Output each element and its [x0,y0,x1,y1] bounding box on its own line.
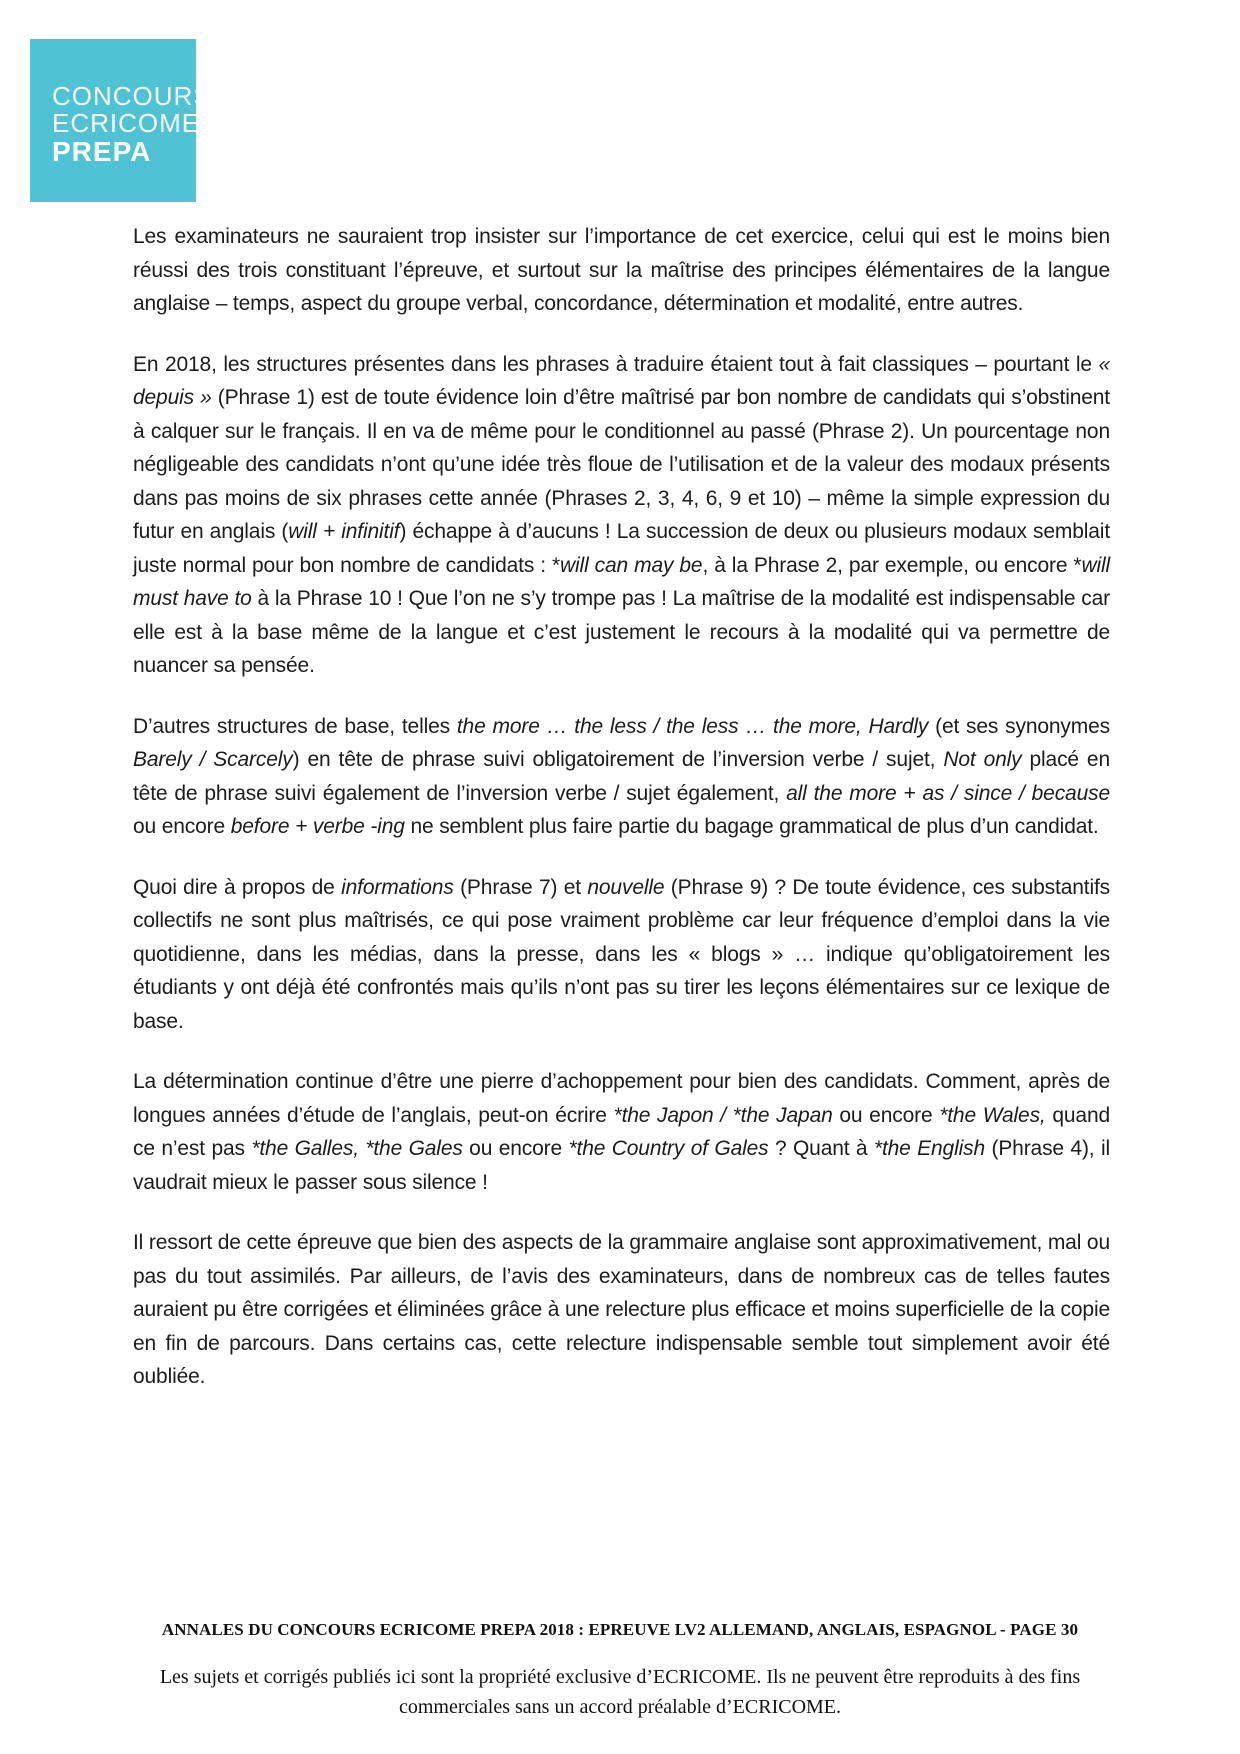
body-paragraph-4: Quoi dire à propos de informations (Phrase 7) et nouvelle (Phrase 9) ? De toute évidence, ces substantifs collectifs ne sont plus maîtrisés, ce qui pose vraiment problème car leur fréquence d’emploi dans la vie quotidienne, dans les médias, dans la presse, dans les « blogs » … indique qu’obligatoirement les étudiants y ont déjà été confrontés mais qu’ils n’ont pas su tirer les leçons élémentaires sur ce lexique de base. [133,875,1111,1033]
document-body [133,220,1110,1421]
body-paragraph-2: En 2018, les structures présentes dans les phrases à traduire étaient tout à fait classiques – pourtant le « depuis » (Phrase 1) est de toute évidence loin d’être maîtrisé par bon nombre de candidats qui s’obstinent à calquer sur le français. Il en va de même pour le conditionnel au passé (Phrase 2). Un pourcentage non négligeable des candidats n’ont qu’une idée très floue de l’utilisation et de la valeur des modaux présents dans pas moins de six phrases cette année (Phrases 2, 3, 4, 6, 9 et 10) – même la simple expression du futur en anglais (will + infinitif) échappe à d’aucuns ! La succession de deux ou plusieurs modaux semblait juste normal pour bon nombre de candidats : *will can may be, à la Phrase 2, par exemple, ou encore *will must have to à la Phrase 10 ! Que l’on ne s’y trompe pas ! La maîtrise de la modalité est indispensable car elle est à la base même de la langue et c’est justement le recours à la modalité qui va permettre de nuancer sa pensée. [133,352,1111,677]
ecricome-prepa-logo [30,39,212,202]
footer-annales-line: ANNALES DU CONCOURS ECRICOME PREPA 2018 : EPREUVE LV2 ALLEMAND, ANGLAIS, ESPAGNOL - PAGE 30 [161,1620,1079,1639]
body-paragraph-6: Il ressort de cette épreuve que bien des aspects de la grammaire anglaise sont approximativement, mal ou pas du tout assimilés. Par ailleurs, de l’avis des examinateurs, dans de nombreux cas de telles fautes auraient pu être corrigées et éliminées grâce à une relecture plus efficace et moins superficielle de la copie en fin de parcours. Dans certains cas, cette relecture indispensable semble tout simplement avoir été oubliée. [133,1231,1110,1388]
logo-line-ecricome: ECRICOME [52,108,201,138]
logo-line-concours: CONCOURS [52,81,212,111]
logo-line-prepa: PREPA [52,136,152,167]
body-paragraph-5: La détermination continue d’être une pierre d’achoppement pour bien des candidats. Comment, après de longues années d’étude de l’anglais, peut-on écrire *the Japon / *the Japan ou encore *the Wales, quand ce n’est pas *the Galles, *the Gales ou encore *the Country of Gales ? Quant à *the English (Phrase 4), il vaudrait mieux le passer sous silence ! [133,1070,1111,1194]
footer-legal-text: Les sujets et corrigés publiés ici sont la propriété exclusive d’ECRICOME. Ils ne peuvent être reproduits à des fins commerciales sans un accord préalable d’ECRICOME. [159,1666,1081,1718]
body-paragraph-3: D’autres structures de base, telles the more … the less / the less … the more, Hardly (et ses synonymes Barely / Scarcely) en tête de phrase suivi obligatoirement de l’inversion verbe / sujet, Not only placé en tête de phrase suivi également de l’inversion verbe / sujet également, all the more + as / since / because ou encore before + verbe -ing ne semblent plus faire partie du bagage grammatical de plus d’un candidat. [133,714,1111,838]
body-paragraph-1: Les examinateurs ne sauraient trop insister sur l’importance de cet exercice, celui qui est le moins bien réussi des trois constituant l’épreuve, et surtout sur la maîtrise des principes élémentaires de la langue anglaise – temps, aspect du groupe verbal, concordance, détermination et modalité, entre autres. [133,225,1110,315]
